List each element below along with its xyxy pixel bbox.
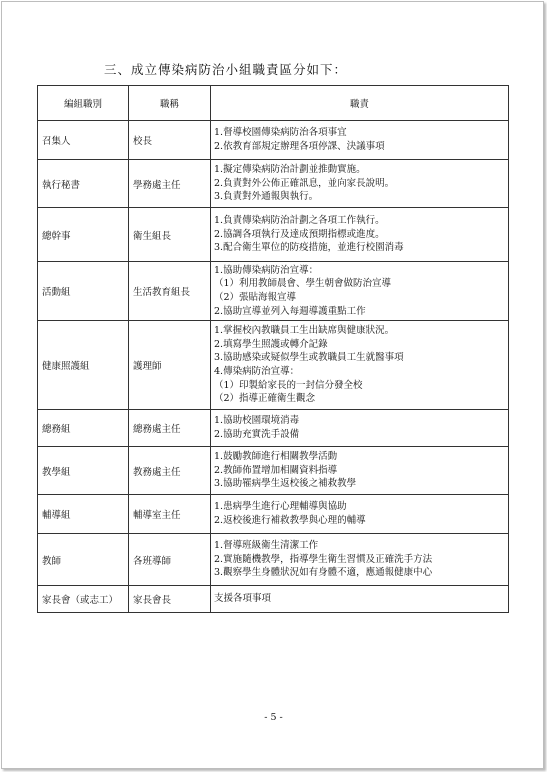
title-cell: 輔導室主任: [129, 495, 211, 534]
duty-line: 3.負責對外通報與執行。: [214, 191, 319, 203]
duty-line: 支援各項事項: [214, 593, 272, 605]
group-cell: 教學組: [38, 447, 129, 495]
duties-cell: [211, 160, 509, 208]
duty-line: 2.依教育部規定辦理各項停課、決議事項: [214, 141, 385, 152]
duty-line: 3.協助罹病學生返校後之補救教學: [214, 478, 357, 490]
duty-line: 2.協助充實洗手設備: [214, 429, 300, 440]
duty-line: （1）印製給家長的一封信分發全校: [214, 379, 363, 391]
duty-line: 4.傳染病防治宣導：: [214, 366, 300, 377]
group-cell: 總務組: [38, 410, 129, 447]
duty-line: 1.擬定傳染病防治計劃並推動實施。: [214, 164, 366, 176]
table-row: [38, 321, 509, 410]
duty-line: （2）指導正確衛生觀念: [214, 393, 316, 405]
table-row: [38, 208, 509, 262]
duty-line: 3.配合衛生單位的防疫措施，並進行校園消毒: [214, 242, 404, 254]
duties-cell: [211, 447, 509, 495]
table-row: [38, 121, 509, 160]
duty-line: 1.督導班級衛生清潔工作: [214, 540, 319, 552]
group-cell: 教師: [38, 534, 129, 586]
duty-line: 2.負責對外公佈正確訊息，並向家長說明。: [214, 177, 395, 189]
duty-line: 2.返校後進行補救教學與心理的輔導: [214, 515, 366, 526]
duty-line: 2.協調各項執行及達成預期指標或進度。: [214, 228, 385, 240]
duty-line: 1.鼓勵教師進行相關教學活動: [214, 451, 338, 463]
duty-line: 1.患病學生進行心理輔導與協助: [214, 501, 347, 513]
duty-line: 1.協助傳染病防治宣導：: [214, 264, 319, 276]
title-cell: 護理師: [129, 321, 211, 410]
title-cell: 教務處主任: [129, 447, 211, 495]
table-row: [38, 410, 509, 447]
group-cell: 家長會（或志工）: [38, 586, 129, 613]
group-cell: 輔導組: [38, 495, 129, 534]
title-cell: 衛生組長: [129, 208, 211, 262]
header-group: 編組職別: [38, 86, 129, 121]
duty-line: 3.協助感染或疑似學生或教職員工生就醫事項: [214, 352, 404, 364]
duty-line: 2.實施隨機教學，指導學生衛生習慣及正確洗手方法: [214, 553, 433, 565]
duty-table: [37, 85, 509, 613]
section-heading: 三、成立傳染病防治小組職責區分如下：: [104, 62, 348, 77]
title-cell: 各班導師: [129, 534, 211, 586]
duties-cell: [211, 410, 509, 447]
group-cell: 執行秘書: [38, 160, 129, 208]
group-cell: 總幹事: [38, 208, 129, 262]
duty-line: 1.協助校園環境消毒: [214, 415, 300, 427]
duty-line: 2.填寫學生照護或轉介記錄: [214, 338, 328, 350]
duties-cell: [211, 208, 509, 262]
duties-cell: [211, 534, 509, 586]
title-cell: 家長會長: [129, 586, 211, 613]
table-row: [38, 495, 509, 534]
title-cell: 生活教育組長: [129, 262, 211, 321]
header-title: 職稱: [129, 86, 211, 121]
duties-cell: [211, 495, 509, 534]
duty-line: （1）利用教師晨會、學生朝會做防治宣導: [214, 278, 392, 290]
title-cell: 學務處主任: [129, 160, 211, 208]
duties-cell: [211, 586, 509, 613]
duty-line: 1.掌握校內教職員工生出缺席與健康狀況。: [214, 325, 395, 337]
table-row: [38, 534, 509, 586]
duties-cell: [211, 262, 509, 321]
table-header-row: [38, 86, 509, 121]
title-cell: 校長: [129, 121, 211, 160]
duty-line: 2.協助宣導並列入每週導護重點工作: [214, 305, 366, 317]
duties-cell: [211, 321, 509, 410]
table-row: [38, 160, 509, 208]
group-cell: 召集人: [38, 121, 129, 160]
duty-line: （2）張貼海報宣導: [214, 292, 297, 303]
table-row: [38, 447, 509, 495]
duties-cell: [211, 121, 509, 160]
duty-line: 1.負責傳染病防治計劃之各項工作執行。: [214, 215, 385, 227]
duty-line: 1.督導校園傳染病防治各項事宜: [214, 127, 347, 139]
group-cell: 活動組: [38, 262, 129, 321]
table-row: [38, 262, 509, 321]
duty-line: 3.觀察學生身體狀況如有身體不適，應通報健康中心: [214, 567, 433, 579]
duty-line: 2.教師佈置增加相關資料指導: [214, 464, 338, 476]
table-row: [38, 586, 509, 613]
title-cell: 總務處主任: [129, 410, 211, 447]
page-number: - 5 -: [264, 712, 283, 723]
header-duties: 職責: [211, 86, 509, 121]
group-cell: 健康照護組: [38, 321, 129, 410]
